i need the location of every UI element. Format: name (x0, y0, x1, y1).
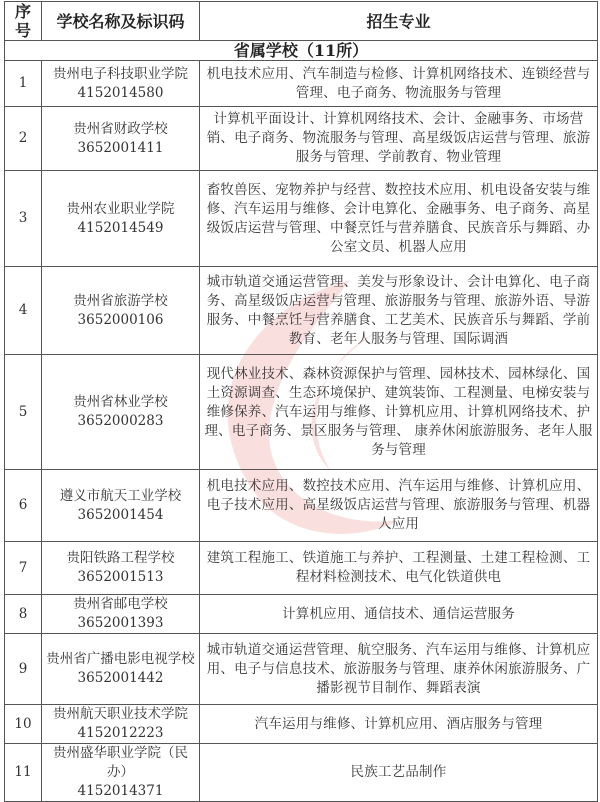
header-no: 序号 (5, 2, 42, 41)
school-code: 4152014549 (77, 219, 164, 236)
school-name: 贵州电子科技职业学院 (53, 65, 188, 82)
table-row (5, 171, 598, 267)
table-row (5, 634, 598, 705)
school-name: 贵州航天职业技术学院 (53, 706, 188, 722)
row-number: 1 (5, 61, 42, 107)
row-number: 6 (5, 470, 42, 542)
school-code: 4152014580 (77, 84, 164, 101)
school-cell (42, 107, 200, 171)
school-code: 3652000106 (77, 311, 164, 328)
header-majors: 招生专业 (200, 2, 598, 41)
row-number: 4 (5, 267, 42, 355)
school-code: 4152014371 (77, 783, 164, 799)
table-row (5, 470, 598, 542)
majors-cell: 机电技术应用、汽车制造与检修、计算机网络技术、连锁经营与管理、电子商务、物流服务与管理 (200, 61, 598, 107)
row-number: 8 (5, 595, 42, 634)
school-code: 3652001442 (77, 670, 164, 686)
school-name: 贵州省林业学校 (73, 394, 168, 410)
school-name: 遵义市航天工业学校 (59, 487, 182, 504)
school-name: 贵州盛华职业学院（民办） (53, 745, 188, 780)
school-name: 贵阳铁路工程学校 (66, 550, 175, 566)
school-cell (42, 595, 200, 634)
table-row (5, 542, 598, 595)
row-number: 3 (5, 171, 42, 267)
section-row (5, 41, 598, 61)
school-name: 贵州农业职业学院 (66, 200, 175, 217)
majors-cell: 建筑工程施工、铁道施工与养护、工程测量、土建工程检测、工程材料检测技术、电气化铁道供电 (200, 542, 598, 595)
school-cell (42, 705, 200, 744)
majors-cell: 汽车运用与维修、计算机应用、酒店服务与管理 (200, 705, 598, 744)
row-number: 2 (5, 107, 42, 171)
school-code: 4152012223 (77, 725, 164, 741)
school-code: 3652000283 (77, 413, 164, 429)
school-code: 3652001513 (77, 569, 164, 585)
school-cell (42, 267, 200, 355)
enrollment-table (4, 1, 598, 802)
table-row (5, 595, 598, 634)
school-cell (42, 542, 200, 595)
table-row (5, 705, 598, 744)
school-code: 3652001393 (77, 615, 164, 631)
table-row (5, 107, 598, 171)
school-code: 3652001454 (77, 506, 164, 523)
table-row (5, 267, 598, 355)
majors-cell: 城市轨道交通运营管理、航空服务、汽车运用与维修、计算机应用、电子与信息技术、旅游服务与管理、康养休闲旅游服务、广播影视节目制作、舞蹈表演 (200, 634, 598, 705)
majors-cell: 畜牧兽医、宠物养护与经营、数控技术应用、机电设备安装与维修、汽车运用与维修、会计电算化、金融事务、电子商务、高星级饭店运营与管理、中餐烹饪与营养膳食、民族音乐与舞蹈、办公室文员、机器人应用 (200, 171, 598, 267)
majors-cell: 机电技术应用、数控技术应用、汽车运用与维修、计算机应用、电子技术应用、高星级饭店运营与管理、旅游服务与管理、机器人应用 (200, 470, 598, 542)
table-row (5, 355, 598, 470)
school-name: 贵州省财政学校 (73, 120, 168, 137)
majors-cell: 计算机应用、通信技术、通信运营服务 (200, 595, 598, 634)
school-code: 3652001411 (77, 139, 164, 156)
majors-cell: 现代林业技术、森林资源保护与管理、园林技术、园林绿化、国土资源调查、生态环境保护、建筑装饰、工程测量、电梯安装与维修保养、汽车运用与维修、计算机应用、计算机网络技术、护理、电子商务、景区服务与管理、 康养休闲旅游服务、老年人服务与管理 (200, 355, 598, 470)
school-cell (42, 470, 200, 542)
table-row (5, 744, 598, 802)
school-name: 贵州省旅游学校 (73, 292, 168, 309)
row-number: 7 (5, 542, 42, 595)
school-cell (42, 61, 200, 107)
row-number: 11 (5, 744, 42, 802)
school-name: 贵州省邮电学校 (73, 596, 168, 612)
school-cell (42, 634, 200, 705)
row-number: 10 (5, 705, 42, 744)
row-number: 9 (5, 634, 42, 705)
majors-cell: 民族工艺品制作 (200, 744, 598, 802)
table-row (5, 61, 598, 107)
school-cell (42, 744, 200, 802)
school-cell (42, 355, 200, 470)
section-title: 省属学校（11所） (5, 41, 598, 61)
school-cell (42, 171, 200, 267)
header-school: 学校名称及标识码 (42, 2, 200, 41)
row-number: 5 (5, 355, 42, 470)
table-header-row (5, 2, 598, 41)
school-name: 贵州省广播电影电视学校 (46, 651, 195, 667)
majors-cell: 城市轨道交通运营管理、美发与形象设计、会计电算化、电子商务、高星级饭店运营与管理、旅游服务与管理、旅游外语、导游服务、中餐烹饪与营养膳食、工艺美术、民族音乐与舞蹈、学前教育、老年人服务与管理、国际调酒 (200, 267, 598, 355)
majors-cell: 计算机平面设计、计算机网络技术、会计、金融事务、市场营销、电子商务、物流服务与管理、高星级饭店运营与管理、旅游服务与管理、学前教育、物业管理 (200, 107, 598, 171)
